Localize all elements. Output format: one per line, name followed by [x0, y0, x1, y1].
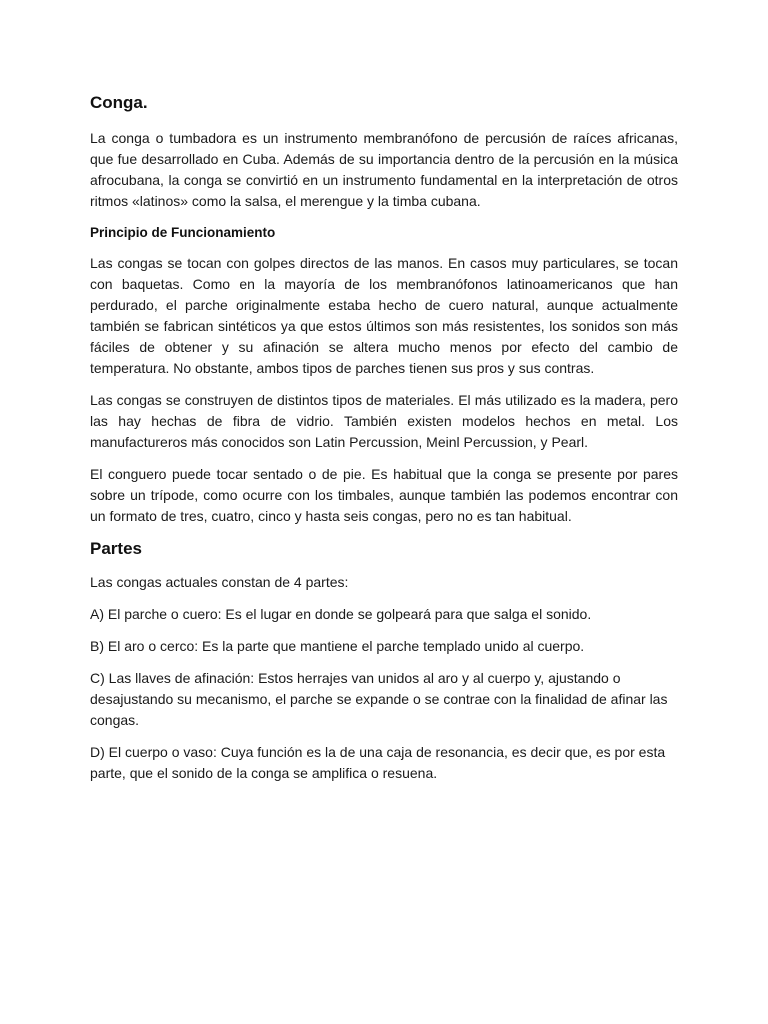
part-item-llaves: C) Las llaves de afinación: Estos herrajes van unidos al aro y al cuerpo y, ajustando o desajustando su mecanismo, el parche se expande o se contrae con la finalidad de afinar las congas.: [90, 670, 668, 728]
paragraph-conguero: El conguero puede tocar sentado o de pie. Es habitual que la conga se presente por pares sobre un trípode, como ocurre con los timbales, aunque también las podemos encontrar con un formato de tres, cuatro, cinco y hasta seis congas, pero no es tan habitual.: [90, 466, 678, 524]
section-heading-principio: Principio de Funcionamiento: [90, 225, 276, 240]
part-item-cuerpo: D) El cuerpo o vaso: Cuya función es la de una caja de resonancia, es decir que, es por esta parte, que el sonido de la conga se amplifica o resuena.: [90, 744, 666, 781]
section-heading-partes: Partes: [90, 539, 142, 558]
part-item-parche: A) El parche o cuero: Es el lugar en donde se golpeará para que salga el sonido.: [90, 606, 592, 622]
partes-intro: Las congas actuales constan de 4 partes:: [90, 574, 349, 590]
part-item-aro: B) El aro o cerco: Es la parte que mantiene el parche templado unido al cuerpo.: [90, 638, 585, 654]
document-title: Conga.: [90, 93, 148, 112]
document-page: [90, 92, 678, 795]
paragraph-materiales: Las congas se construyen de distintos tipos de materiales. El más utilizado es la madera, pero las hay hechas de fibra de vidrio. También existen modelos hechos en metal. Los manufactureros más conocidos son Latin Percussion, Meinl Percussion, y Pearl.: [90, 392, 678, 450]
intro-paragraph: La conga o tumbadora es un instrumento membranófono de percusión de raíces africanas, que fue desarrollado en Cuba. Además de su importancia dentro de la percusión en la música afrocubana, la conga se convirtió en un instrumento fundamental en la interpretación de otros ritmos «latinos» como la salsa, el merengue y la timba cubana.: [90, 130, 678, 209]
paragraph-golpes: Las congas se tocan con golpes directos de las manos. En casos muy particulares, se tocan con baquetas. Como en la mayoría de los membranófonos latinoamericanos que han perdurado, el parche originalmente estaba hecho de cuero natural, aunque actualmente también se fabrican sintéticos ya que estos últimos son más resistentes, los sonidos son más fáciles de obtener y su afinación se altera mucho menos por efecto del cambio de temperatura. No obstante, ambos tipos de parches tienen sus pros y sus contras.: [90, 255, 678, 376]
